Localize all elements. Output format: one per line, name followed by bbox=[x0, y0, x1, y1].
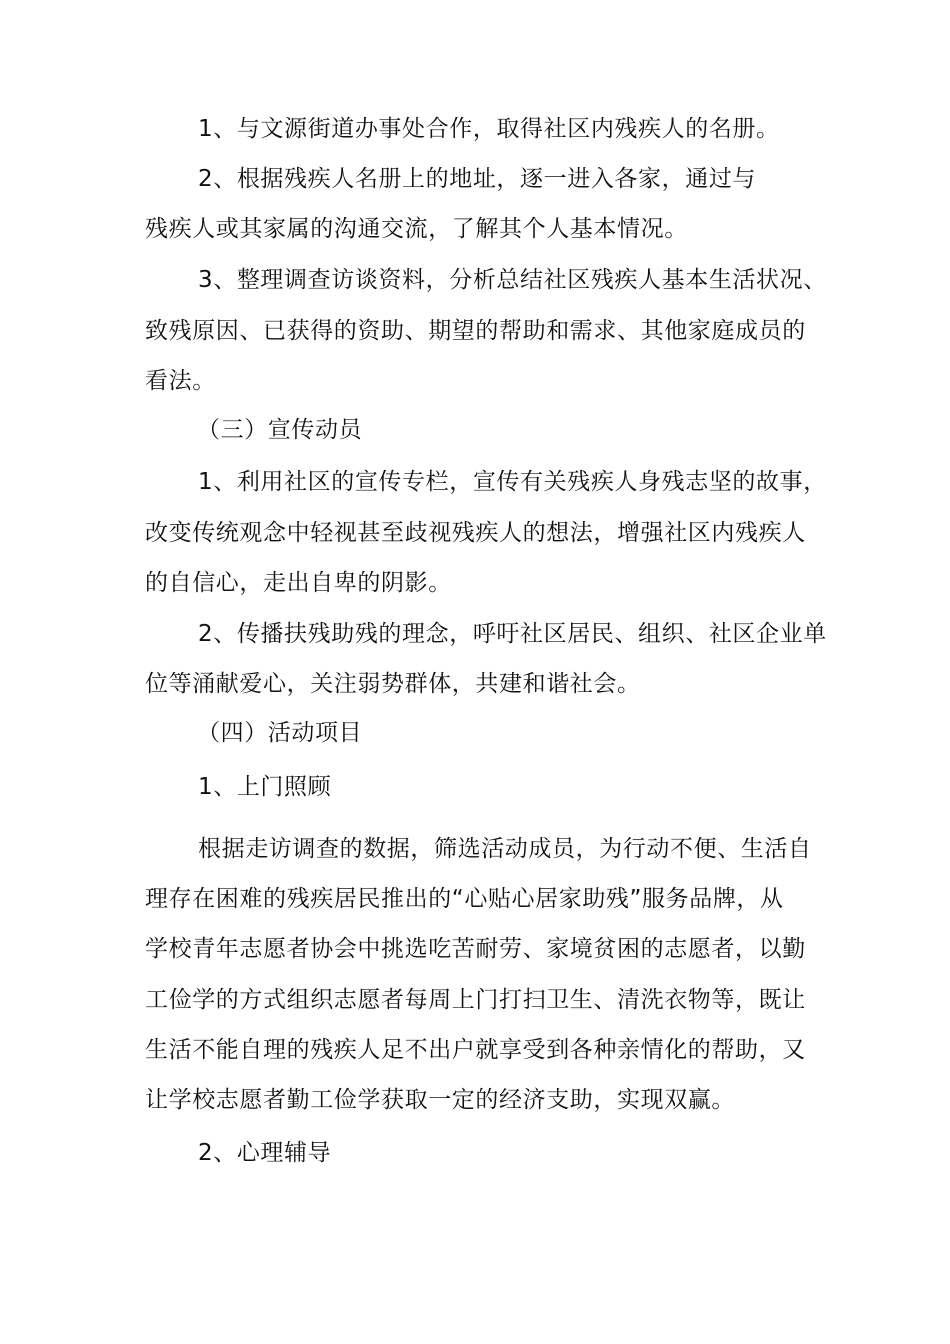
subsection-heading: 1、上门照顾 bbox=[198, 774, 332, 800]
paragraph-line: 2、根据残疾人名册上的地址，逐一进入各家，通过与 bbox=[198, 166, 757, 192]
paragraph-line: 2、传播扶残助残的理念，呼吁社区居民、组织、社区企业单 bbox=[198, 621, 827, 647]
paragraph-line: 根据走访调查的数据，筛选活动成员，为行动不便、生活自 bbox=[198, 836, 812, 862]
paragraph-line: 残疾人或其家属的沟通交流，了解其个人基本情况。 bbox=[145, 216, 688, 242]
subsection-heading: 2、心理辅导 bbox=[198, 1140, 332, 1166]
paragraph-line: 学校青年志愿者协会中挑选吃苦耐劳、家境贫困的志愿者，以勤 bbox=[145, 936, 806, 962]
paragraph-line: 位等涌献爱心，关注弱势群体，共建和谐社会。 bbox=[145, 671, 641, 697]
paragraph-line: 生活不能自理的残疾人足不出户就享受到各种亲情化的帮助，又 bbox=[145, 1037, 806, 1063]
section-heading: （四）活动项目 bbox=[197, 720, 363, 746]
paragraph-line: 改变传统观念中轻视甚至歧视残疾人的想法，增强社区内残疾人 bbox=[145, 520, 806, 546]
paragraph-line: 理存在困难的残疾居民推出的“心贴心居家助残”服务品牌，从 bbox=[145, 886, 784, 912]
paragraph-line: 让学校志愿者勤工俭学获取一定的经济支助，实现双赢。 bbox=[145, 1087, 735, 1113]
paragraph-line: 1、与文源街道办事处合作，取得社区内残疾人的名册。 bbox=[198, 116, 780, 142]
paragraph-line: 1、利用社区的宣传专栏，宣传有关残疾人身残志坚的故事， bbox=[198, 469, 827, 495]
section-heading: （三）宣传动员 bbox=[197, 417, 363, 443]
paragraph-line: 3、整理调查访谈资料，分析总结社区残疾人基本生活状况、 bbox=[198, 267, 827, 293]
paragraph-line: 的自信心，走出自卑的阴影。 bbox=[145, 570, 452, 596]
paragraph-line: 致残原因、已获得的资助、期望的帮助和需求、其他家庭成员的 bbox=[145, 318, 806, 344]
paragraph-line: 工俭学的方式组织志愿者每周上门打扫卫生、清洗衣物等，既让 bbox=[145, 987, 806, 1013]
paragraph-line: 看法。 bbox=[145, 368, 216, 394]
